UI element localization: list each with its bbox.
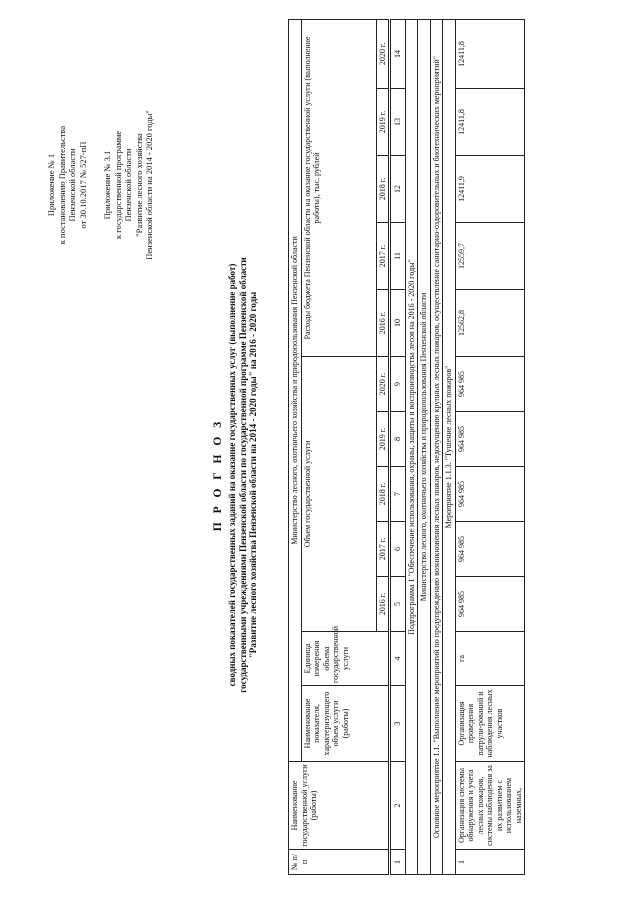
year-cell: 2016 г. bbox=[376, 577, 390, 632]
appendix-3-1-line: "Развитие лесного хозяйства bbox=[133, 133, 144, 237]
measure-title: Мероприятие 1.1.3. "Тушение лесных пожаров" bbox=[443, 19, 456, 874]
column-number: 3 bbox=[390, 686, 406, 762]
document-title: П Р О Г Н О З bbox=[212, 418, 224, 532]
column-number: 10 bbox=[390, 290, 406, 357]
document-subtitle: "Развитие лесного хозяйства Пензенской области на 2014 - 2020 годы" на 2016 - 2020 годы bbox=[248, 291, 258, 659]
expense-value: 12411,8 bbox=[455, 19, 525, 88]
year-cell: 2016 г. bbox=[376, 290, 390, 357]
column-number: 13 bbox=[390, 89, 406, 156]
ministry-row bbox=[418, 19, 431, 874]
row-indicator: Организация проведения патрули-рований и наблюдения лесных участков bbox=[455, 686, 525, 762]
measure-row bbox=[443, 19, 456, 874]
title-block bbox=[212, 165, 259, 785]
expense-value: 12411,9 bbox=[455, 156, 525, 223]
appendix-3-1-line: Приложение № 3.1 bbox=[102, 150, 112, 220]
year-cell: 2020 г. bbox=[376, 19, 390, 88]
expense-value: 12559,7 bbox=[455, 223, 525, 290]
column-number: 8 bbox=[390, 412, 406, 467]
main-measure-title: Основное мероприятие 1.1. "Выполнение мероприятий по предупреждению возникновения лесных пожаров, недопущению крупных лесных пожаров, осуществление санитарно-оздоровительных и биотехнических мероприятий" bbox=[430, 19, 443, 874]
year-cell: 2018 г. bbox=[376, 156, 390, 223]
volume-value: 964 985 bbox=[455, 357, 525, 412]
column-numbers-row bbox=[390, 19, 406, 874]
year-cell: 2017 г. bbox=[376, 223, 390, 290]
row-unit: га bbox=[455, 632, 525, 686]
year-cell: 2018 г. bbox=[376, 467, 390, 522]
column-number: 5 bbox=[390, 577, 406, 632]
year-cell: 2019 г. bbox=[376, 89, 390, 156]
column-number: 4 bbox=[390, 632, 406, 686]
row-service: Организация системы обнаружения и учета лесных пожаров, системы наблюдения за их развитием с использованием наземных, bbox=[455, 762, 525, 850]
header-expenses: Расходы бюджета Пензенской области на оказание государственной услуги (выполнение работы), тыс. рублей bbox=[301, 19, 376, 356]
column-number: 12 bbox=[390, 156, 406, 223]
document-subtitle: сводных показателей государственных заданий на оказание государственных услуг (выполнение работ) bbox=[227, 263, 237, 687]
subprogram-row bbox=[405, 19, 418, 874]
year-cell: 2017 г. bbox=[376, 522, 390, 577]
main-measure-row bbox=[430, 19, 443, 874]
year-cell: 2019 г. bbox=[376, 412, 390, 467]
appendix-3-1-line: Пензенской области bbox=[123, 148, 133, 222]
volume-value: 964 985 bbox=[455, 577, 525, 632]
appendix-3-1-line: Пензенской области на 2014 - 2020 годы" bbox=[144, 110, 154, 260]
column-number: 9 bbox=[390, 357, 406, 412]
column-number: 1 bbox=[390, 850, 406, 875]
appendix-3-1-line: к государственной программе bbox=[112, 130, 123, 240]
ministry-header-row bbox=[289, 19, 302, 874]
volume-value: 964 985 bbox=[455, 467, 525, 522]
header-num: № п/п bbox=[289, 850, 390, 875]
volume-value: 964 985 bbox=[455, 522, 525, 577]
column-number: 14 bbox=[390, 19, 406, 88]
column-number: 11 bbox=[390, 223, 406, 290]
column-number: 7 bbox=[390, 467, 406, 522]
forecast-table bbox=[288, 19, 525, 875]
appendix-1-block bbox=[46, 35, 88, 335]
header-service-name: Наименование государственной услуги (работы) bbox=[289, 762, 390, 850]
appendix-3-1-block bbox=[102, 25, 155, 345]
table-row bbox=[455, 19, 525, 874]
ministry-title: Министерство лесного, охотничьего хозяйства и природопользования Пензенской области bbox=[418, 19, 431, 874]
appendix-1-line: от 30.10.2017 № 527-пП bbox=[77, 141, 88, 229]
appendix-1-line: Пензенской области bbox=[67, 148, 77, 222]
row-num: 1 bbox=[455, 850, 525, 875]
header-indicator: Наименование показателя, характеризующего объем услуги (работы) bbox=[301, 686, 390, 762]
appendix-1-line: Приложение № 1 bbox=[46, 153, 56, 217]
volume-value: 964 985 bbox=[455, 412, 525, 467]
subprogram-title: Подпрограмма 1 "Обеспечение использования, охраны, защиты и воспроизводства лесов на 2016 - 2020 годы" bbox=[405, 19, 418, 874]
column-number: 2 bbox=[390, 762, 406, 850]
document-subtitle: государственными учреждениями Пензенской области по государственной программе Пензенской области bbox=[237, 257, 248, 693]
expense-value: 12562,8 bbox=[455, 290, 525, 357]
year-cell: 2020 г. bbox=[376, 357, 390, 412]
header-row bbox=[301, 19, 376, 874]
column-number: 6 bbox=[390, 522, 406, 577]
ministry-header: Министерство лесного, охотничьего хозяйства и природопользования Пензенской области bbox=[289, 19, 302, 761]
appendix-1-line: к постановлению Правительства bbox=[56, 125, 67, 245]
expense-value: 12411,8 bbox=[455, 89, 525, 156]
header-volume: Объем государственной услуги bbox=[301, 357, 376, 632]
header-unit: Единица измерения объема государственной услуги bbox=[301, 632, 390, 686]
